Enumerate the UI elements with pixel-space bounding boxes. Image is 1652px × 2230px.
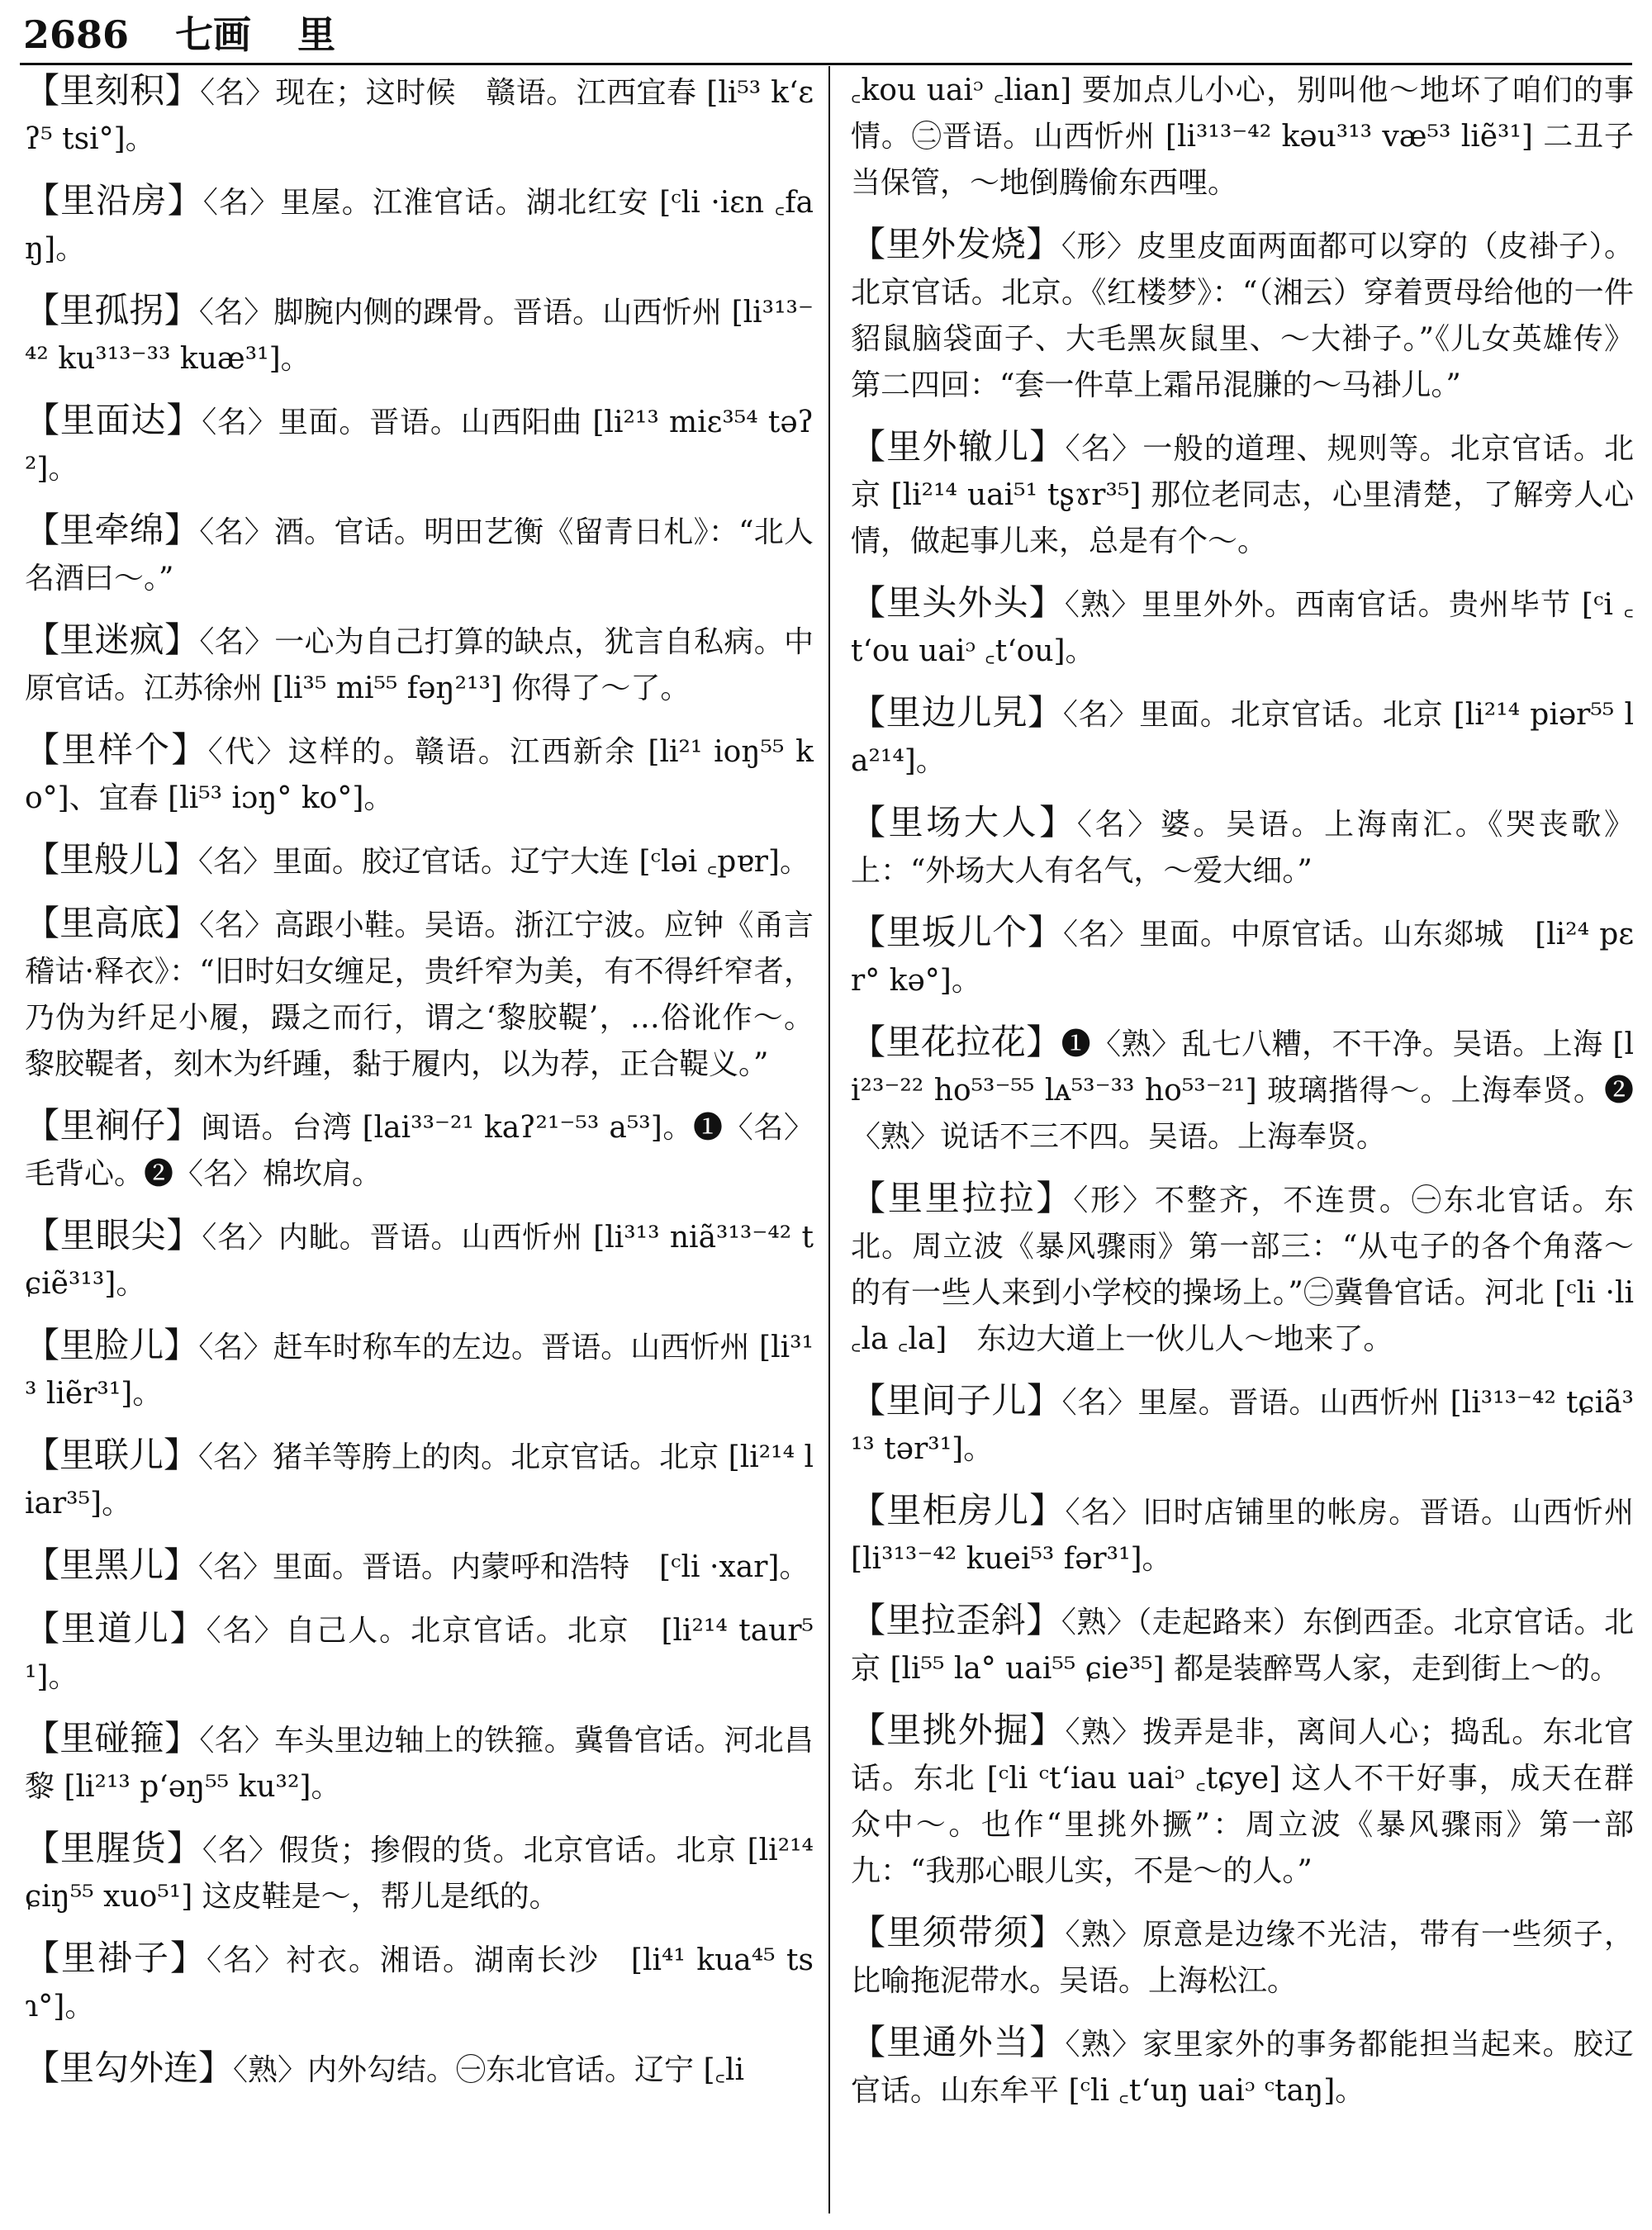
dictionary-entry	[25, 507, 814, 602]
dictionary-entry	[25, 1103, 814, 1198]
dictionary-entry	[25, 1825, 814, 1920]
entry-headword: 【里场大人】	[851, 802, 1077, 842]
entry-definition: 〈名〉里屋。江淮官话。湖北红安 [ᶜli ·iɛn ꜀faŋ]。	[25, 186, 814, 266]
entry-headword: 【里拉歪斜】	[851, 1600, 1061, 1640]
entry-headword: 【里眼尖】	[25, 1215, 202, 1255]
entry-definition: 〈名〉脚腕内侧的踝骨。晋语。山西忻州 [li³¹³⁻⁴² ku³¹³⁻³³ kuæ³¹]。	[25, 296, 814, 376]
entry-headword: 【里刻积】	[25, 70, 201, 111]
entry-headword: 【里脸儿】	[25, 1325, 199, 1365]
entry-headword: 【里碰箍】	[25, 1718, 200, 1758]
entry-headword: 【里挑外掘】	[851, 1710, 1066, 1750]
entry-headword: 【里里拉拉】	[851, 1178, 1074, 1218]
entry-definition: 〈熟〉里里外外。西南官话。贵州毕节 [ᶜi ꜀t‘ou uaiᵓ ꜀t‘ou]。	[851, 588, 1634, 668]
entry-headword: 【里头外头】	[851, 582, 1065, 623]
entry-headword: 【里勾外连】	[25, 2047, 234, 2088]
dictionary-entry	[25, 1212, 814, 1307]
entry-headword: 【里黑儿】	[25, 1544, 199, 1585]
dictionary-entry	[25, 1606, 814, 1701]
entry-definition: 〈熟〉原意是边缘不光洁，带有一些须子，比喻拖泥带水。吴语。上海松江。	[851, 1918, 1634, 1998]
entry-headword: 【里联儿】	[25, 1435, 199, 1475]
entry-definition: 〈名〉衬衣。湘语。湖南长沙 [li⁴¹ kua⁴⁵ tsɿ°]。	[25, 1943, 814, 2024]
page-header	[23, 12, 1634, 58]
entry-headword: 【里边儿旯】	[851, 692, 1063, 733]
entry-definition: 〈名〉里面。晋语。山西阳曲 [li²¹³ miɛ³⁵⁴ təʔ²]。	[25, 406, 814, 486]
dictionary-entry	[851, 1597, 1634, 1692]
dictionary-entry	[851, 1175, 1634, 1363]
left-column	[25, 68, 814, 2109]
dictionary-entry	[851, 1707, 1634, 1895]
entry-definition: 〈熟〉（走起路来）东倒西歪。北京官话。北京 [li⁵⁵ la° uai⁵⁵ ɕie³⁵] 都是装醉骂人家，走到街上～的。	[851, 1606, 1634, 1686]
dictionary-entry	[851, 1910, 1634, 2005]
entry-definition: 〈名〉里面。中原官话。山东郯城 [li²⁴ pɛr° kə°]。	[851, 918, 1634, 998]
entry-definition: 〈形〉不整齐，不连贯。㊀东北官话。东北。周立波《暴风骤雨》第一部三：“从屯子的各个角落～的有一些人来到小学校的操场上。”㊁冀鲁官话。河北 [ᶜli ·li ꜀la ꜀la] 东边大道上一伙儿人～地来了。	[851, 1184, 1634, 1356]
dictionary-entry	[851, 2019, 1634, 2114]
dictionary-entry	[25, 1322, 814, 1417]
entry-definition: 〈名〉高跟小鞋。吴语。浙江宁波。应钟《甬言稽诂·释衣》：“旧时妇女缠足，贵纤窄为美，有不得纤窄者，乃伪为纤足小履，蹑之而行，谓之‘黎胶鞮’，…俗讹作～。黎胶鞮者，刻木为纤踵，黏于履内，以为荐，正合鞮义。”	[25, 909, 814, 1081]
dictionary-entry	[25, 1542, 814, 1591]
entry-definition: ꜀kou uaiᵓ ꜀lian] 要加点儿小心，别叫他～地坏了咱们的事情。㊁晋语。山西忻州 [li³¹³⁻⁴² kəu³¹³ væ⁵³ liẽ³¹] 二丑子当保管，～地倒腾偷东西哩。	[851, 74, 1634, 200]
index-character: 里	[297, 12, 336, 57]
entry-headword: 【里高底】	[25, 903, 200, 943]
entry-definition: 闽语。台湾 [lai³³⁻²¹ kaʔ²¹⁻⁵³ a⁵³]。❶〈名〉毛背心。❷〈名〉棉坎肩。	[25, 1111, 814, 1191]
entry-definition: 〈形〉皮里皮面两面都可以穿的（皮褂子）。北京官话。北京。《红楼梦》：“（湘云）穿着贾母给他的一件貂鼠脑袋面子、大毛黑灰鼠里、～大褂子。”《儿女英雄传》第二四回：“套一件草上霜吊混膁的～马褂儿。”	[851, 230, 1634, 402]
dictionary-entry	[25, 1935, 814, 2030]
entry-definition: 〈代〉这样的。赣语。江西新余 [li²¹ ioŋ⁵⁵ ko°]、宜春 [li⁵³ iɔŋ° ko°]。	[25, 735, 814, 815]
entry-headword: 【里柜房儿】	[851, 1490, 1066, 1530]
dictionary-entry	[851, 799, 1634, 894]
entry-headword: 【里道儿】	[25, 1608, 206, 1649]
dictionary-entry	[25, 727, 814, 822]
entry-headword: 【里牵绵】	[25, 510, 200, 550]
dictionary-entry	[851, 1378, 1634, 1473]
dictionary-entry	[25, 837, 814, 885]
dictionary-entry	[25, 617, 814, 712]
dictionary-entry	[851, 909, 1634, 1004]
entry-headword: 【里沿房】	[25, 180, 203, 221]
header-rule	[20, 63, 1632, 65]
page-number: 2686	[23, 12, 130, 57]
section-label: 七画	[175, 12, 252, 57]
dictionary-entry	[851, 580, 1634, 675]
entry-definition: 〈名〉一心为自己打算的缺点，犹言自私病。中原官话。江苏徐州 [li³⁵ mi⁵⁵ fəŋ²¹³] 你得了～了。	[25, 625, 814, 705]
entry-headword: 【里间子儿】	[851, 1380, 1062, 1421]
dictionary-entry	[25, 900, 814, 1088]
dictionary-entry	[851, 424, 1634, 565]
dictionary-entry	[25, 287, 814, 382]
entry-definition: 〈名〉假货；掺假的货。北京官话。北京 [li²¹⁴ ɕiŋ⁵⁵ xuo⁵¹] 这皮鞋是～，帮儿是纸的。	[25, 1834, 814, 1914]
dictionary-entry	[851, 1487, 1634, 1582]
entry-continuation	[851, 68, 1634, 206]
entry-definition: 〈名〉酒。官话。明田艺衡《留青日札》：“北人名酒曰～。”	[25, 515, 814, 595]
entry-definition: 〈名〉里屋。晋语。山西忻州 [li³¹³⁻⁴² tɕiã³¹³ tər³¹]。	[851, 1386, 1634, 1466]
column-divider	[828, 66, 830, 2213]
dictionary-entry	[25, 68, 814, 163]
entry-headword: 【里外发烧】	[851, 224, 1061, 264]
entry-definition: 〈名〉现在；这时候 赣语。江西宜春 [li⁵³ k‘ɛʔ⁵ tsi°]。	[25, 76, 814, 156]
entry-definition: 〈熟〉家里家外的事务都能担当起来。胶辽官话。山东牟平 [ᶜli ꜀t‘uŋ uaiᵓ ᶜtaŋ]。	[851, 2028, 1634, 2108]
entry-headword: 【里坂儿个】	[851, 912, 1063, 952]
dictionary-entry	[851, 690, 1634, 785]
entry-headword: 【里褂子】	[25, 1938, 206, 1978]
entry-definition: 〈名〉里面。北京官话。北京 [li²¹⁴ piər⁵⁵ la²¹⁴]。	[851, 698, 1634, 778]
dictionary-entry	[25, 1715, 814, 1810]
entry-definition: 〈名〉赶车时称车的左边。晋语。山西忻州 [li³¹³ liẽr³¹]。	[25, 1331, 814, 1411]
entry-headword: 【里面达】	[25, 400, 202, 440]
entry-headword: 【里通外当】	[851, 2022, 1066, 2062]
dictionary-entry	[851, 1019, 1634, 1160]
entry-headword: 【里腥货】	[25, 1828, 202, 1868]
entry-headword: 【里花拉花】	[851, 1022, 1061, 1062]
dictionary-entry	[25, 397, 814, 492]
entry-headword: 【里样个】	[25, 729, 208, 770]
entry-definition: 〈熟〉拨弄是非，离间人心；捣乱。东北官话。东北 [ᶜli ᶜt‘iau uaiᵓ ꜀tɕye] 这人不干好事，成天在群众中～。也作“里挑外撅”：周立波《暴风骤雨》第一部九：“我那心眼儿实，不是～的人。”	[851, 1715, 1634, 1888]
dictionary-entry	[25, 178, 814, 273]
entry-definition: 〈名〉里面。胶辽官话。辽宁大连 [ᶜləi ꜀pɐr]。	[198, 845, 809, 879]
entry-definition: 〈名〉旧时店铺里的帐房。晋语。山西忻州 [li³¹³⁻⁴² kuei⁵³ fər³¹]。	[851, 1496, 1634, 1576]
entry-definition: 〈名〉一般的道理、规则等。北京官话。北京 [li²¹⁴ uai⁵¹ tʂɤr³⁵] 那位老同志，心里清楚，了解旁人心情，做起事儿来，总是有个～。	[851, 432, 1634, 558]
entry-definition: 〈名〉车头里边轴上的铁箍。冀鲁官话。河北昌黎 [li²¹³ p‘əŋ⁵⁵ ku³²]。	[25, 1724, 814, 1804]
entry-headword: 【里孤拐】	[25, 290, 199, 330]
entry-definition: 〈名〉自己人。北京官话。北京 [li²¹⁴ taur⁵¹]。	[25, 1614, 814, 1694]
dictionary-entry	[25, 1432, 814, 1527]
dictionary-entry	[25, 2045, 814, 2094]
entry-headword: 【里须带须】	[851, 1912, 1066, 1952]
entry-definition: 〈熟〉内外勾结。㊀东北官话。辽宁 [꜀li	[233, 2053, 744, 2087]
entry-headword: 【里迷疯】	[25, 619, 200, 660]
entry-headword: 【里裥仔】	[25, 1105, 202, 1146]
dictionary-entry	[851, 221, 1634, 409]
entry-definition: 〈名〉婆。吴语。上海南汇。《哭丧歌》上：“外场大人有名气，～爱大细。”	[851, 808, 1634, 888]
entry-definition: 〈名〉猪羊等胯上的肉。北京官话。北京 [li²¹⁴ liar³⁵]。	[25, 1440, 814, 1521]
entry-definition: 〈名〉里面。晋语。内蒙呼和浩特 [ᶜli ·xar]。	[198, 1550, 809, 1584]
entry-definition: 〈名〉内眦。晋语。山西忻州 [li³¹³ niã³¹³⁻⁴² tɕiẽ³¹³]。	[25, 1221, 814, 1301]
entry-headword: 【里般儿】	[25, 839, 199, 880]
right-column	[851, 68, 1634, 2129]
entry-definition: ❶〈熟〉乱七八糟，不干净。吴语。上海 [li²³⁻²² ho⁵³⁻⁵⁵ lᴀ⁵³⁻³³ ho⁵³⁻²¹] 玻璃揩得～。上海奉贤。❷〈熟〉说话不三不四。吴语。上海奉贤。	[851, 1027, 1634, 1154]
entry-headword: 【里外辙儿】	[851, 426, 1066, 467]
